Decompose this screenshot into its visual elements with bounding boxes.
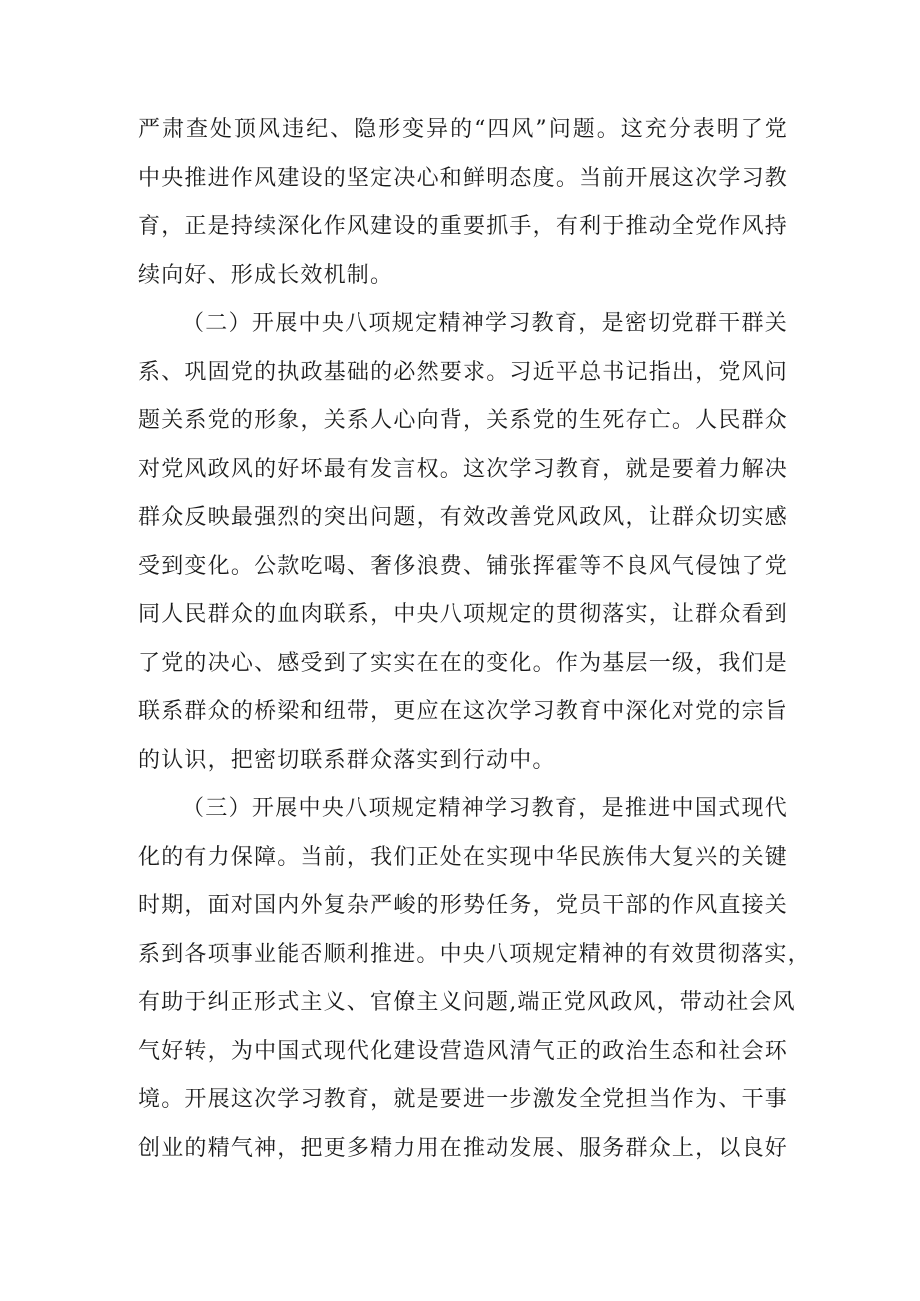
- paragraph-2-line-5: 群众反映最强烈的突出问题，有效改善党风政风，让群众切实感: [138, 505, 788, 530]
- paragraph-3-line-8: 创业的精气神，把更多精力用在推动发展、服务群众上，以良好: [138, 1135, 788, 1161]
- paragraph-2-line-4: 对党风政风的好坏最有发言权。这次学习教育，就是要着力解决: [138, 456, 788, 482]
- paragraph-3-line-3: 时期，面对国内外复杂严峻的形势任务，党员干部的作风直接关: [138, 893, 788, 918]
- paragraph-3-line-2: 化的有力保障。当前，我们正处在实现中华民族伟大复兴的关键: [138, 844, 788, 870]
- paragraph-1-line-4: 续向好、形成长效机制。: [138, 262, 394, 288]
- paragraph-2-line-8: 了党的决心、感受到了实实在在的变化。作为基层一级，我们是: [138, 650, 788, 676]
- paragraph-3-line-6: 气好转，为中国式现代化建设营造风清气正的政治生态和社会环: [138, 1038, 788, 1064]
- paragraph-2-line-9: 联系群众的桥梁和纽带，更应在这次学习教育中深化对党的宗旨: [138, 699, 788, 724]
- paragraph-2-line-2: 系、巩固党的执政基础的必然要求。习近平总书记指出，党风问: [138, 359, 788, 385]
- document-body-text: [138, 106, 811, 1173]
- paragraph-2-line-7: 同人民群众的血肉联系，中央八项规定的贯彻落实，让群众看到: [138, 602, 788, 627]
- paragraph-2-line-10: 的认识，把密切联系群众落实到行动中。: [138, 747, 556, 773]
- paragraph-1-line-3: 育，正是持续深化作风建设的重要抓手，有利于推动全党作风持: [138, 214, 788, 239]
- paragraph-2-line-6: 受到变化。公款吃喝、奢侈浪费、铺张挥霍等不良风气侵蚀了党: [138, 553, 788, 579]
- paragraph-3-line-1: （三）开展中央八项规定精神学习教育，是推进中国式现代: [182, 796, 788, 821]
- paragraph-1-line-2: 中央推进作风建设的坚定决心和鲜明态度。当前开展这次学习教: [138, 165, 788, 191]
- paragraph-2-line-1: （二）开展中央八项规定精神学习教育，是密切党群干群关: [182, 311, 788, 336]
- paragraph-3-line-4: 系到各项事业能否顺利推进。中央八项规定精神的有效贯彻落实，: [138, 941, 811, 967]
- paragraph-1-line-1: 严肃查处顶风违纪、隐形变异的“四风”问题。这充分表明了党: [138, 117, 788, 142]
- paragraph-3-line-7: 境。开展这次学习教育，就是要进一步激发全党担当作为、干事: [138, 1087, 788, 1112]
- paragraph-3-line-5: 有助于纠正形式主义、官僚主义问题,端正党风政风，带动社会风: [138, 990, 796, 1015]
- paragraph-2-line-3: 题关系党的形象，关系人心向背，关系党的生死存亡。人民群众: [138, 408, 788, 433]
